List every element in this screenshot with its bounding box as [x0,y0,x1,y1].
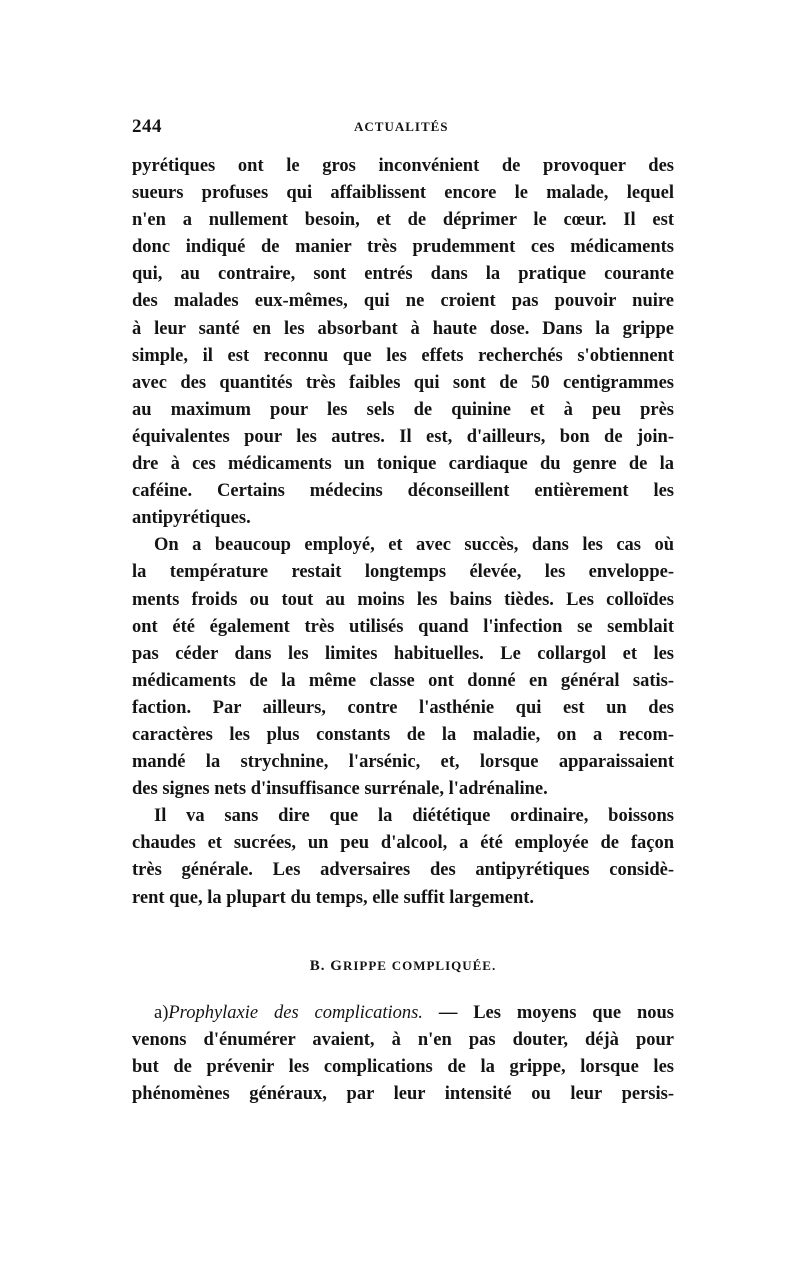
page-header [132,116,674,140]
text-line: au maximum pour les sels de quinine et à peu près [132,399,674,420]
subsection-title: Prophylaxie des complications. [168,1003,423,1023]
text-line: simple, il est reconnu que les effets recherchés s'obtiennent [132,345,674,366]
text-line: la température restait longtemps élevée, les enveloppe- [132,562,674,583]
text-line: des malades eux-mêmes, qui ne croient pas pouvoir nuire [132,291,674,312]
text-line: donc indiqué de manier très prudemment ces médicaments [132,237,674,258]
text-line: caractères les plus constants de la maladie, on a recom- [132,724,674,745]
text-line: équivalentes pour les autres. Il est, d'ailleurs, bon de join- [132,426,674,447]
text-line: des signes nets d'insuffisance surrénale, l'adrénaline. [132,779,548,800]
text-line: phénomènes généraux, par leur intensité ou leur persis- [132,1084,674,1105]
text-line: but de prévenir les complications de la grippe, lorsque les [132,1057,674,1078]
text-line: ments froids ou tout au moins les bains tièdes. Les colloïdes [132,589,674,610]
text-line: ont été également très utilisés quand l'infection se semblait [132,616,674,637]
page-number: 244 [132,116,162,137]
main-text [132,153,674,912]
text-line: qui, au contraire, sont entrés dans la pratique courante [132,264,674,285]
text-line: antipyrétiques. [132,508,251,529]
paragraph-4 [132,1000,674,1108]
text-line: n'en a nullement besoin, et de déprimer le cœur. Il est [132,210,674,231]
section-letter: B. [309,958,326,974]
subsection-label-prefix: a) [154,1003,169,1023]
text-line: chaudes et sucrées, un peu d'alcool, a été employée de façon [132,833,674,854]
running-head: ACTUALITÉS [354,119,449,134]
paragraph-1 [132,153,674,532]
section-heading [132,958,674,975]
subsection-first-line-rest: — Les moyens que nous [422,1003,674,1023]
text-line: pyrétiques ont le gros inconvénient de provoquer des [132,156,674,176]
text-line: sueurs profuses qui affaiblissent encore le malade, lequel [132,183,674,204]
text-line: mandé la strychnine, l'arsénic, et, lorsque apparaissaient [132,752,674,773]
subsection-text [132,1000,674,1108]
paragraph-3 [132,803,674,911]
text-line: On a beaucoup employé, et avec succès, dans les cas où [154,535,674,556]
text-line: Il va sans dire que la diététique ordinaire, boissons [154,806,674,827]
text-line: caféine. Certains médecins déconseillent entièrement les [132,481,674,502]
text-line: faction. Par ailleurs, contre l'asthénie qui est un des [132,697,674,718]
paragraph-2 [132,532,674,803]
text-line: à leur santé en les absorbant à haute dose. Dans la grippe [132,318,674,339]
text-line: rent que, la plupart du temps, elle suffit largement. [132,887,535,908]
text-line: pas céder dans les limites habituelles. Le collargol et les [132,643,674,664]
section-title-rest: RIPPE [342,958,387,973]
text-line: médicaments de la même classe ont donné en général satis- [132,670,674,691]
subsection-first-line [132,1000,674,1027]
text-line: avec des quantités très faibles qui sont de 50 centigrammes [132,372,674,393]
text-line: dre à ces médicaments un tonique cardiaque du genre de la [132,454,674,475]
section-title-second-word: COMPLIQUÉE. [391,958,497,973]
text-line: très générale. Les adversaires des antipyrétiques considè- [132,860,674,881]
text-line: venons d'énumérer avaient, à n'en pas douter, déjà pour [132,1030,674,1051]
section-title-initial: G [330,958,343,974]
